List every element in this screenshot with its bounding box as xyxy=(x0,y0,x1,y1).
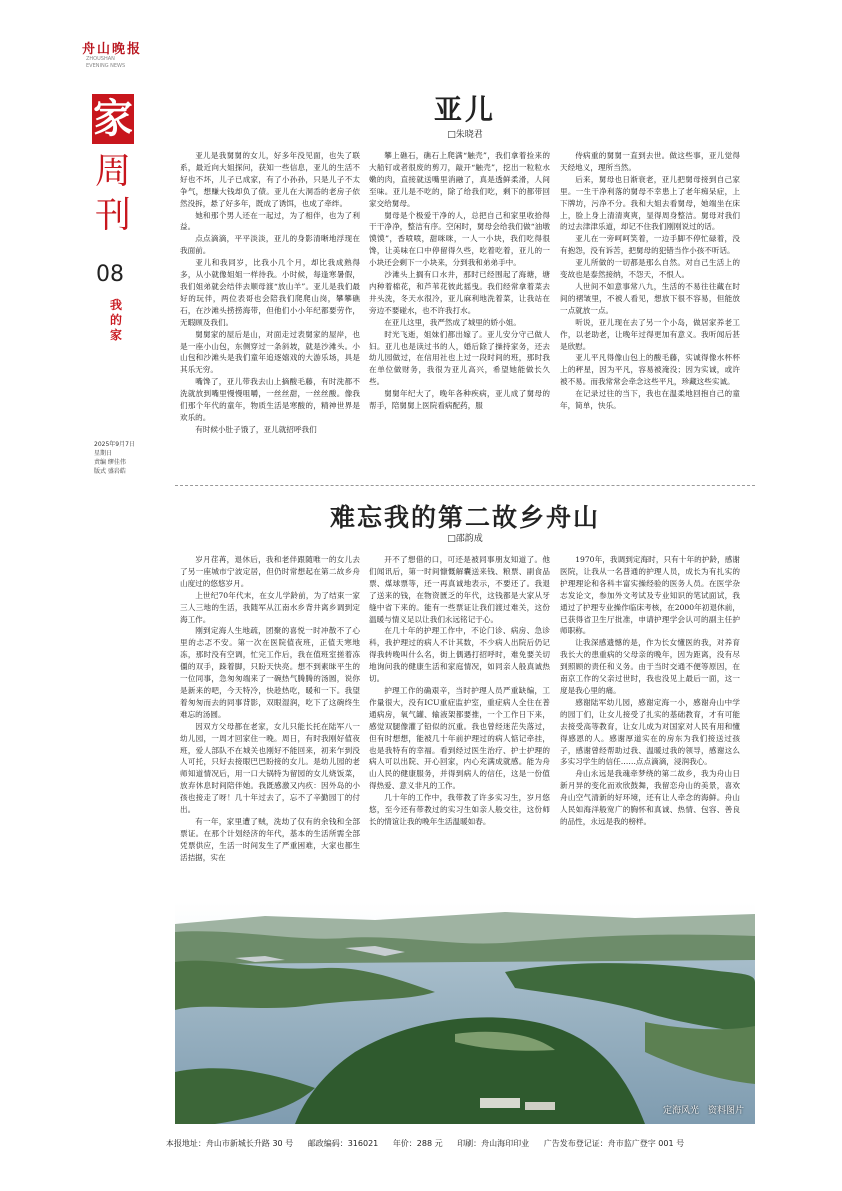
paragraph: 1970年，我调到定海时，只有十年的护龄，感谢医院，让我从一名普通的护理人员，成长为有扎实的护理理论和各科丰富实操经验的医务人员。在医学杂志发论文，参加外文考试及专业知识的笔试面试，我通过了护理专业操作临床考核，在2000年初退休前，已获得省卫生厅批准，申请护理学会认可的副主任护师职称。 xyxy=(560,555,740,636)
paragraph: 因双方父母都在老家，女儿只能长托在陆军八一幼儿园，一周才回家住一晚。周日，有时我刚好值夜班，爱人部队不在城关也刚好不能回来，初来乍到没人可托，只好去接眼巴巴盼接的女儿。是幼儿园的老师知道情况后，用一口大锅特为留园的女儿烧饭菜，放弃休息时间陪伴她。我既感激又内疚：因外岛的小孩也接走了呀！几十年过去了，忘不了辛勤园丁的付出。 xyxy=(180,721,360,815)
landscape-photo xyxy=(175,902,755,1124)
article1-column-2 xyxy=(369,150,550,472)
paragraph: 人世间不如意事常八九，生活的不易往往藏在时间的褶皱里，不被人看见，想放下很不容易，但能放一点就放一点。 xyxy=(560,281,740,315)
section-divider xyxy=(175,485,755,486)
paragraph: 感谢陆军幼儿园，感谢定海一小，感谢舟山中学的园丁们，让女儿接受了扎实的基础教育，才有可能去接受高等教育，让女儿成为对国家对人民有用和懂得感恩的人。感谢厚道实在的房东为我们接送过孩子，感谢曾经帮助过我、温暖过我的领导，感谢这么多实习学生的信任……点点滴滴，浸润我心。 xyxy=(560,697,740,767)
issue-editor: 责编 缪佳伟 xyxy=(94,459,126,466)
article1-column-3 xyxy=(560,150,740,472)
paragraph: 亚儿是我舅舅的女儿，好多年没见面，也失了联系，最近向大姐探问，获知一些信息，亚儿的生活不好也不坏，儿子已成家，有了小孙孙，只是儿子不太争气，想赚大钱却负了债。亚儿在大洞岙的老房子依然没拆，悬了好多年，既成了诱饵，也成了牵绊。 xyxy=(180,151,360,208)
paragraph: 刚到定海人生地疏，团聚的喜悦一时冲散不了心里的忐忑不安。第一次在医院值夜班，正值天寒地冻，那时没有空调，忙完工作后，我在值班室搓着冻僵的双手，跺着脚，只盼天快亮。想不到素昧平生的一位同事，急匆匆端来了一碗热气腾腾的汤圆，说你是新来的吧，今天特冷，快趁热吃，暖和一下。我望着匆匆而去的同事背影，双眼湿润，吃下了这碗终生难忘的汤圆。 xyxy=(180,626,360,719)
paragraph: 亚儿和我同岁，比我小几个月，却比我成熟得多，从小就像姐姐一样待我。小时候，每逢寒暑假，我们姐弟就会结伴去顺母渡“放山羊”。亚儿是我们最好的玩伴，两位表哥也会陪我们爬爬山岗，攀攀礁石，在沙滩头捞捞海带，但他们小小年纪都要劳作，无暇顾及我们。 xyxy=(180,258,360,327)
paragraph: 舅舅年纪大了，晚年各种疾病，亚儿成了舅母的帮手，陪舅舅上医院看病配药，服 xyxy=(369,389,550,411)
issue-weekday: 星期日 xyxy=(94,450,113,457)
footer-address: 本报地址：舟山市新城长升路 30 号 xyxy=(165,1139,294,1148)
page-footer xyxy=(90,1138,760,1149)
paragraph: 在记录过往的当下，我也在温柔地回抱自己的童年，简单，快乐。 xyxy=(560,389,740,411)
issue-date: 2025年9月7日 xyxy=(94,441,135,448)
paragraph: 侍病重的舅舅一直到去世。做这些事，亚儿觉得天经地义，理所当然。 xyxy=(560,151,740,172)
section-title-kan: 刊 xyxy=(94,195,131,236)
issue-meta xyxy=(94,440,135,476)
issue-layout: 版式 盛岩皓 xyxy=(94,468,126,475)
article2-column-3 xyxy=(560,554,740,904)
paragraph: 有一年，家里遭了贼，洗劫了仅有的余钱和全部票证。在那个计划经济的年代，基本的生活所需全部凭票供应，生活一时间发生了严重困难，大家也都生活拮据，实在 xyxy=(180,816,360,862)
section-title-zhou: 周 xyxy=(94,151,131,192)
paragraph: 攀上礁石，礁石上爬满“触壳”，我们拿着捡来的大船钉或者很废的剪刀，敲开“触壳”，挖出一粒粒水嫩的肉，直接就送嘴里消融了，真是透鲜柔滑，人间至味。亚儿是不吃的，除了给我们吃，剩下的都带回家交给舅母。 xyxy=(369,151,550,208)
paragraph: 后来，舅母也日渐衰老，亚儿把舅母接到自己家里。一生干净利落的舅母不幸患上了老年痴呆症，上下牌坊，污净不分。我和大姐去看舅母，她端坐在床上，脸上身上清清爽爽，显得周身整洁。舅母对我们的过去津津乐道，却记不住我们刚刚说过的话。 xyxy=(560,174,740,232)
paragraph: 嘴馋了，亚儿带我去山上摘酸毛藤，有时洗都不洗就放到嘴里慢慢咀嚼，一丝丝甜，一丝丝酸。像我们那个年代的童年，物质生活是寒酸的，精神世界是欢乐的。 xyxy=(180,377,360,422)
paragraph: 亚儿所做的一切都是那么自然。对自己生活上的变故也是泰然接纳，不怨天，不恨人。 xyxy=(560,258,740,280)
newspaper-logo: 舟山晚报 xyxy=(82,42,143,57)
paragraph: 舟山永远是我魂牵梦绕的第二故乡，我为舟山日新月异的变化而欢欣鼓舞，我留恋舟山的美景，喜欢舟山空气清新的好环境，还有让人牵念的海鲜。舟山人民如海洋般宽广的胸怀和真诚、热情、包容、善良的品性，永远是我的榜样。 xyxy=(560,769,740,826)
footer-printer: 印刷：舟山海印印业 xyxy=(457,1139,530,1148)
article2-column-2 xyxy=(369,554,550,904)
paragraph: 沙滩头上搁有口水井，那时已经围起了海塘，塘内种着棉花，和芦苇花彼此摇曳。我们经常拿着菜去井头洗，冬天水很冷，亚儿麻利地洗着菜，让我站在旁边不要碰水，也不许我打水。 xyxy=(369,270,550,315)
paragraph: 舅母是个极爱干净的人，总把自己和家里收拾得干干净净，整洁有序。空闲时，舅母会给我们做“油墩馍馍”，香喷喷，甜咪咪，一人一小块，我们吃得很馋，让美味在口中停留得久些，吃着吃着，亚儿的一小块还会剩下一小块来，分到我和弟弟手中。 xyxy=(369,210,550,268)
page-number: 08 xyxy=(96,262,124,287)
paragraph: 上世纪70年代末，在女儿学龄前，为了结束一家三人三地的生活，我随军从江南水乡背井离乡调到定海工作。 xyxy=(180,590,360,624)
article1-column-1 xyxy=(180,150,360,472)
section-title-jia: 家 xyxy=(93,95,133,142)
footer-price: 年价：288 元 xyxy=(392,1139,443,1148)
article2-author: □邵韵成 xyxy=(447,534,483,544)
paragraph: 几十年的工作中，我带教了许多实习生，岁月悠悠，至今还有带教过的实习生如亲人般交往，这份师长的情谊让我的晚年生活温暖如春。 xyxy=(369,793,550,826)
newspaper-logo-subtitle: ZHOUSHAN EVENING NEWS xyxy=(86,56,126,69)
paragraph: 有时候小肚子饿了，亚儿就招呼我们 xyxy=(195,424,317,434)
footer-ad-license: 广告发布登记证：舟市监广登字 001 号 xyxy=(543,1139,685,1148)
article1-title: 亚儿 xyxy=(433,93,496,126)
paragraph: 在几十年的护理工作中，不论门诊、病房、急诊科，我护理过的病人不计其数，不少病人出院后仍记得我转晚叫什么名，街上偶遇打招呼时，难免要关切地询问我的健康生活和家庭情况，如同亲人般真诚热切。 xyxy=(369,626,550,684)
paragraph: 时光飞逝，姐妹们都出嫁了。亚儿安分守己做人妇。亚儿也是读过书的人，婚后除了操持家务，还去幼儿园做过，在信用社也上过一段时间的班，那时我在单位做财务，我很为亚儿高兴，希望她能做长久些。 xyxy=(369,329,550,387)
paragraph: 亚儿在一旁呵呵笑着，一边手脚不停忙碌着，没有抱怨，没有诉苦，把舅母的犯错当作小孩不听话。 xyxy=(560,234,740,256)
article1-author: □朱晓君 xyxy=(447,130,483,140)
paragraph: 护理工作的确艰辛，当时护理人员严重缺编，工作量很大，没有ICU重症监护室，重症病人全住在普通病房，氧气罐、输液架都要推，一个工作日下来，感觉双腿像灌了铅似的沉重。我也曾经迷茫失落过，但有时想想，能被几十年前护理过的病人惦记牵挂，也是我特有的幸福。看到经过医生治疗、护士护理的病人可以出院、开心回家，内心充满成就感。能为舟山人民的健康服务，并得到病人的信任，这是一份值得热爱、意义非凡的工作。 xyxy=(369,685,550,791)
paragraph: 在亚儿这里，我严然成了城里的娇小姐。 xyxy=(384,317,521,327)
paragraph: 让我深感遗憾的是，作为长女懂医的我，对养育我长大的患重病的父母亲的晚年，因为距离，没有尽到照顾的责任和义务。由于当时交通不便等原因，在南京工作的父亲过世时，我也没见上最后一面，这一度是我心里的痛。 xyxy=(560,638,740,695)
paragraph: 听说，亚儿现在去了另一个小岛，做居家养老工作，以老助老，让晚年过得更加有意义。我听闻后甚是欣慰。 xyxy=(560,317,740,351)
paragraph: 点点滴滴，平平淡淡，亚儿的身影清晰地浮现在我面前。 xyxy=(180,234,360,256)
footer-postcode: 邮政编码：316021 xyxy=(307,1139,379,1148)
photo-caption: 定海风光 资料图片 xyxy=(663,1106,745,1116)
paragraph: 开不了想借的口，可还是被同事朋友知道了。他们闻讯后，第一时间慷慨解囊送来钱、粮票、副食品票、煤球票等，还一再真诚地表示，不要还了。我退了送来的钱，在物资匮乏的年代，这钱都是大家从牙缝中省下来的。能有一些票证让我们渡过难关，这份温暖与情义足以让我们永远铭记于心。 xyxy=(369,555,550,624)
paragraph: 舅舅家的屋后是山，对面走过表舅家的屋岸，也是一座小山包，东侧穿过一条斜坡，就是沙滩头。小山包和沙滩头是我们童年追逐嬉戏的大游乐场，具是其乐无穷。 xyxy=(180,329,360,375)
landscape-photo-image xyxy=(175,902,755,1124)
paragraph: 岁月荏苒，退休后，我和老伴跟随唯一的女儿去了另一座城市宁波定居，但仍时常想起在第二故乡舟山度过的悠悠岁月。 xyxy=(180,555,360,588)
article2-column-1 xyxy=(180,554,360,904)
article2-title: 难忘我的第二故乡舟山 xyxy=(329,503,600,532)
paragraph: 亚儿平凡得像山包上的酸毛藤，实诚得像水杯杯上的秤星，因为平凡，容易被淹没；因为实诚，或许被不易。而我常常会牵念这些平凡，珍藏这些实诚。 xyxy=(560,353,740,387)
section-name: 我的家 xyxy=(109,298,122,342)
paragraph: 她和那个男人还在一起过，为了相伴，也为了利益。 xyxy=(180,210,360,232)
